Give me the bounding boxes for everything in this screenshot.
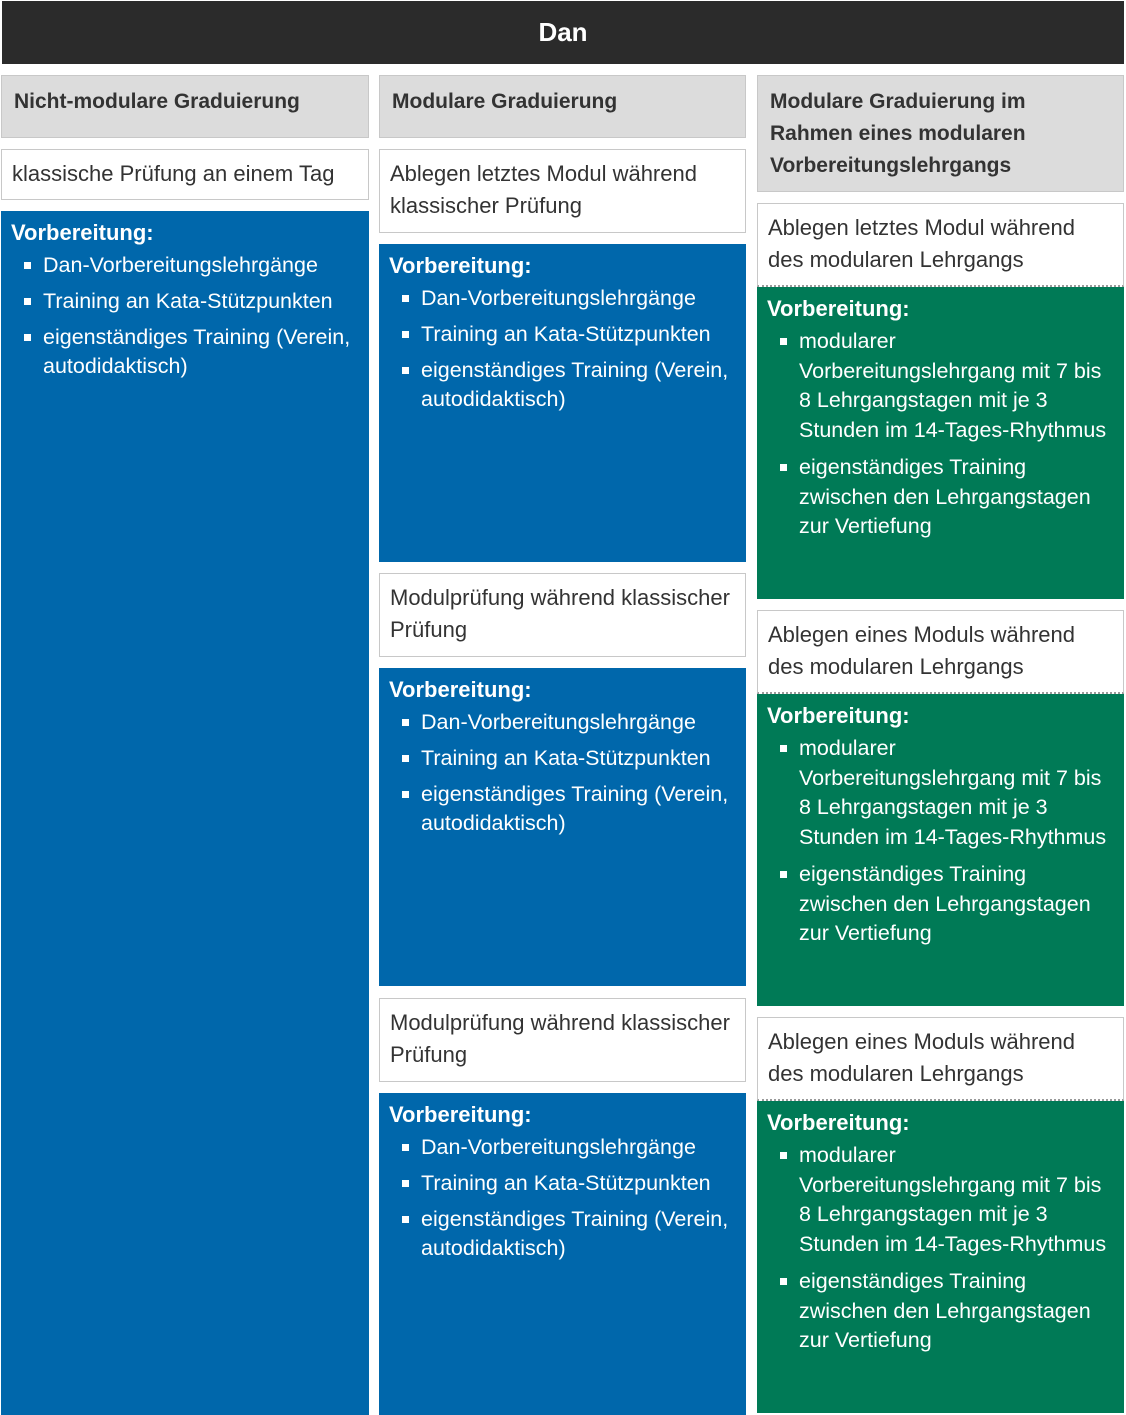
list-item <box>767 860 1114 949</box>
list-item-text: Dan-Vorbereitungslehrgänge <box>421 1135 696 1159</box>
square-bullet-icon <box>402 331 409 338</box>
list-item-text: eigenständiges Training (Verein, autodidaktisch) <box>421 358 729 411</box>
list-item <box>389 356 736 414</box>
preparation-title: Vorbereitung: <box>767 703 910 728</box>
list-item <box>11 251 359 280</box>
square-bullet-icon <box>780 1152 787 1159</box>
preparation-list <box>11 251 359 381</box>
preparation-box <box>379 1093 746 1415</box>
square-bullet-icon <box>780 1278 787 1285</box>
square-bullet-icon <box>402 791 409 798</box>
list-item <box>767 453 1114 542</box>
mode-box: Ablegen eines Moduls während des modularen Lehrgangs <box>757 610 1124 694</box>
square-bullet-icon <box>402 1144 409 1151</box>
list-item <box>767 1141 1114 1260</box>
preparation-box <box>1 211 369 1415</box>
square-bullet-icon <box>402 719 409 726</box>
square-bullet-icon <box>24 298 31 305</box>
preparation-title: Vorbereitung: <box>389 253 532 278</box>
preparation-box <box>379 668 746 986</box>
list-item <box>389 708 736 737</box>
list-item <box>389 1169 736 1198</box>
list-item-text: modularer Vorbereitungslehrgang mit 7 bis 8 Lehrgangstagen mit je 3 Stunden im 14-Tages-Rhythmus <box>799 329 1107 443</box>
list-item <box>767 734 1114 853</box>
column-heading-modular: Modulare Graduierung <box>379 75 746 138</box>
column-heading-modular-course: Modulare Graduierung im Rahmen eines modularen Vorbereitungslehrgangs <box>757 75 1124 192</box>
list-item-text: Training an Kata-Stützpunkten <box>421 746 711 770</box>
list-item-text: eigenständiges Training zwischen den Lehrgangstagen zur Vertiefung <box>799 861 1091 946</box>
preparation-box <box>379 244 746 562</box>
list-item-text: eigenständiges Training zwischen den Lehrgangstagen zur Vertiefung <box>799 1268 1091 1353</box>
list-item-text: eigenständiges Training (Verein, autodidaktisch) <box>43 325 351 378</box>
preparation-title: Vorbereitung: <box>767 1110 910 1135</box>
preparation-list <box>767 734 1114 949</box>
preparation-title: Vorbereitung: <box>11 220 154 245</box>
square-bullet-icon <box>402 295 409 302</box>
square-bullet-icon <box>780 464 787 471</box>
mode-box: Ablegen letztes Modul während klassischer Prüfung <box>379 149 746 233</box>
list-item <box>11 287 359 316</box>
square-bullet-icon <box>402 755 409 762</box>
square-bullet-icon <box>780 745 787 752</box>
list-item-text: Dan-Vorbereitungslehrgänge <box>43 253 318 277</box>
list-item <box>389 780 736 838</box>
preparation-list <box>389 708 736 838</box>
list-item <box>389 744 736 773</box>
list-item-text: eigenständiges Training (Verein, autodidaktisch) <box>421 782 729 835</box>
mode-box: Modulprüfung während klassischer Prüfung <box>379 573 746 657</box>
square-bullet-icon <box>780 871 787 878</box>
list-item-text: Training an Kata-Stützpunkten <box>43 289 333 313</box>
mode-box: Ablegen eines Moduls während des modularen Lehrgangs <box>757 1017 1124 1101</box>
list-item-text: Training an Kata-Stützpunkten <box>421 322 711 346</box>
list-item <box>389 284 736 313</box>
list-item-text: Dan-Vorbereitungslehrgänge <box>421 710 696 734</box>
square-bullet-icon <box>780 338 787 345</box>
list-item <box>767 1267 1114 1356</box>
list-item <box>389 1205 736 1263</box>
preparation-title: Vorbereitung: <box>767 296 910 321</box>
preparation-box <box>757 694 1124 1006</box>
list-item-text: Training an Kata-Stützpunkten <box>421 1171 711 1195</box>
diagram-title: Dan <box>2 1 1124 64</box>
preparation-title: Vorbereitung: <box>389 1102 532 1127</box>
mode-box: klassische Prüfung an einem Tag <box>1 149 369 200</box>
list-item-text: Dan-Vorbereitungslehrgänge <box>421 286 696 310</box>
square-bullet-icon <box>402 1216 409 1223</box>
preparation-title: Vorbereitung: <box>389 677 532 702</box>
list-item-text: modularer Vorbereitungslehrgang mit 7 bis 8 Lehrgangstagen mit je 3 Stunden im 14-Tages-Rhythmus <box>799 736 1107 850</box>
preparation-box <box>757 287 1124 599</box>
list-item <box>389 320 736 349</box>
square-bullet-icon <box>24 334 31 341</box>
preparation-list <box>767 327 1114 542</box>
list-item-text: modularer Vorbereitungslehrgang mit 7 bis 8 Lehrgangstagen mit je 3 Stunden im 14-Tages-Rhythmus <box>799 1143 1107 1257</box>
preparation-box <box>757 1101 1124 1413</box>
preparation-list <box>389 284 736 414</box>
list-item-text: eigenständiges Training (Verein, autodidaktisch) <box>421 1207 729 1260</box>
square-bullet-icon <box>402 367 409 374</box>
mode-box: Ablegen letztes Modul während des modularen Lehrgangs <box>757 203 1124 287</box>
column-heading-non-modular: Nicht-modulare Graduierung <box>1 75 369 138</box>
preparation-list <box>389 1133 736 1263</box>
square-bullet-icon <box>402 1180 409 1187</box>
square-bullet-icon <box>24 262 31 269</box>
list-item <box>767 327 1114 446</box>
mode-box: Modulprüfung während klassischer Prüfung <box>379 998 746 1082</box>
preparation-list <box>767 1141 1114 1356</box>
list-item <box>389 1133 736 1162</box>
list-item <box>11 323 359 381</box>
list-item-text: eigenständiges Training zwischen den Lehrgangstagen zur Vertiefung <box>799 454 1091 539</box>
